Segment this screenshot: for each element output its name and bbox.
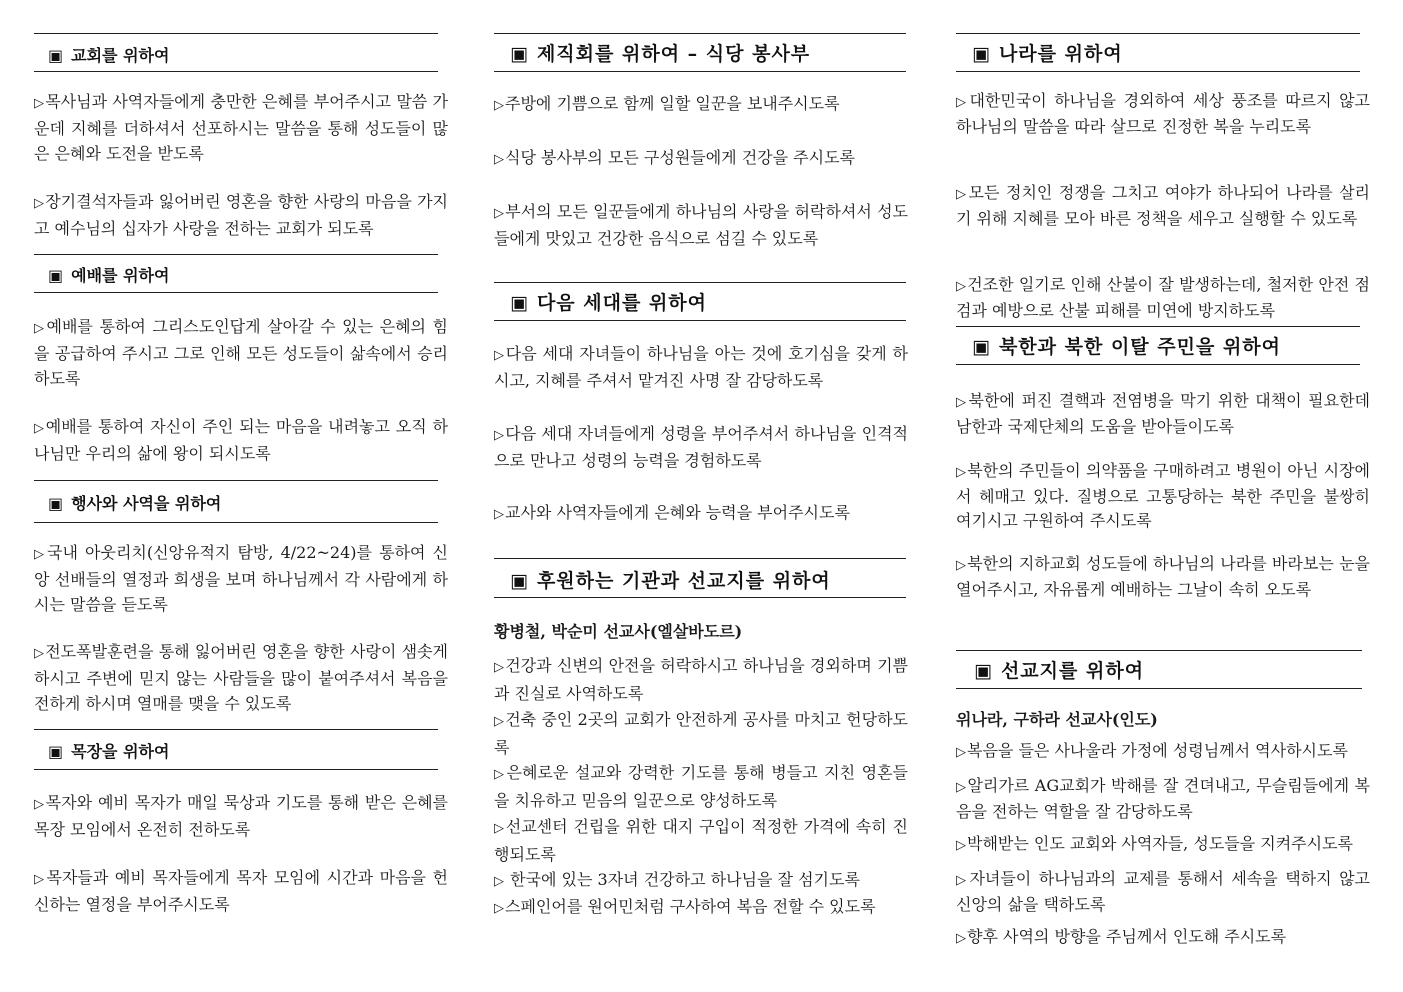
triangle-bullet-icon: ▷ — [494, 507, 504, 522]
prayer-item: ▷북한에 퍼진 결핵과 전염병을 막기 위한 대책이 필요한데 남한과 국제단체의 도움을 받아들이도록 — [956, 391, 1371, 436]
square-marker-icon: ▣ — [972, 336, 991, 358]
square-marker-icon: ▣ — [48, 494, 64, 513]
triangle-bullet-icon: ▷ — [956, 931, 966, 946]
divider — [34, 480, 438, 481]
missionary-name: 황병철, 박순미 선교사(엘살바도르) — [494, 622, 743, 641]
prayer-item: ▷주방에 기쁨으로 함께 일할 일꾼을 보내주시도록 — [494, 94, 840, 113]
section-title-mission: ▣ 선교지를 위하여 — [974, 660, 1145, 682]
triangle-bullet-icon: ▷ — [956, 745, 966, 760]
prayer-item: ▷부서의 모든 일꾼들에게 하나님의 사랑을 허락하셔서 성도들에게 맛있고 건강한 음식으로 섬길 수 있도록 — [494, 202, 908, 248]
triangle-bullet-icon: ▷ — [34, 547, 47, 562]
triangle-bullet-icon: ▷ — [956, 873, 969, 888]
triangle-bullet-icon: ▷ — [956, 95, 969, 110]
prayer-item: ▷건강과 신변의 안전을 허락하시고 하나님을 경외하며 기쁨과 진실로 사역하도록 — [494, 656, 908, 703]
triangle-bullet-icon: ▷ — [34, 196, 45, 211]
square-marker-icon: ▣ — [510, 43, 529, 65]
section-title-support: ▣ 후원하는 기관과 선교지를 위하여 — [510, 570, 831, 592]
divider — [956, 326, 1360, 327]
triangle-bullet-icon: ▷ — [34, 421, 45, 436]
section-title-events: ▣ 행사와 사역을 위하여 — [48, 494, 222, 513]
prayer-item: ▷선교센터 건립을 위한 대지 구입이 적정한 가격에 속히 진행되도록 — [494, 817, 908, 864]
prayer-item: ▷박해받는 인도 교회와 사역자들, 성도들을 지켜주시도록 — [956, 834, 1354, 853]
divider — [956, 71, 1360, 72]
prayer-item: ▷건축 중인 2곳의 교회가 안전하게 공사를 마치고 헌당하도록 — [494, 710, 908, 757]
square-marker-icon: ▣ — [48, 742, 64, 761]
prayer-item: ▷건조한 일기로 인해 산불이 잘 발생하는데, 철저한 안전 점검과 예방으로 산불 피해를 미연에 방지하도록 — [956, 275, 1371, 320]
triangle-bullet-icon: ▷ — [956, 279, 967, 294]
divider — [494, 558, 906, 559]
prayer-item: ▷전도폭발훈련을 통해 잃어버린 영혼을 향한 사랑이 샘솟게 하시고 주변에 믿지 않는 사람들을 많이 붙여주셔서 복음을 전하게 하시며 열매를 맺을 수 있도록 — [34, 642, 448, 713]
triangle-bullet-icon: ▷ — [34, 646, 45, 661]
triangle-bullet-icon: ▷ — [494, 767, 506, 782]
prayer-item: ▷예배를 통하여 그리스도인답게 살아갈 수 있는 은혜의 힘을 공급하여 주시고 그로 인해 모든 성도들이 삶속에서 승리하도록 — [34, 317, 449, 388]
triangle-bullet-icon: ▷ — [494, 660, 505, 675]
divider — [34, 292, 438, 293]
prayer-item: ▷복음을 들은 사나울라 가정에 성령님께서 역사하시도록 — [956, 741, 1348, 760]
triangle-bullet-icon: ▷ — [956, 465, 967, 480]
prayer-item: ▷스페인어를 원어민처럼 구사하여 복음 전할 수 있도록 — [494, 897, 876, 916]
divider — [34, 71, 438, 72]
triangle-bullet-icon: ▷ — [494, 98, 504, 113]
square-marker-icon: ▣ — [48, 46, 64, 65]
divider — [956, 364, 1360, 365]
divider — [494, 33, 906, 34]
divider — [956, 33, 1360, 34]
prayer-item: ▷향후 사역의 방향을 주님께서 인도해 주시도록 — [956, 927, 1287, 946]
triangle-bullet-icon: ▷ — [494, 821, 505, 836]
prayer-item: ▷알리가르 AG교회가 박해를 잘 견뎌내고, 무슬림들에게 복음을 전하는 역할을 잘 감당하도록 — [956, 776, 1370, 821]
divider — [494, 320, 906, 321]
square-marker-icon: ▣ — [972, 43, 991, 65]
triangle-bullet-icon: ▷ — [494, 714, 505, 729]
triangle-bullet-icon: ▷ — [494, 901, 504, 916]
prayer-item: ▷목자들과 예비 목자들에게 목자 모임에 시간과 마음을 헌신하는 열정을 부어주시도록 — [34, 868, 449, 914]
triangle-bullet-icon: ▷ — [494, 428, 505, 443]
prayer-item: ▷북한의 주민들이 의약품을 구매하려고 병원이 아닌 시장에서 헤매고 있다. 질병으로 고통당하는 북한 주민을 불쌍히 여기시고 구원하여 주시도록 — [956, 461, 1370, 530]
prayer-item: ▷ 한국에 있는 3자녀 건강하고 하나님을 잘 섬기도록 — [494, 870, 860, 889]
missionary-name: 위나라, 구하라 선교사(인도) — [956, 710, 1158, 729]
divider — [34, 33, 438, 34]
triangle-bullet-icon: ▷ — [494, 206, 505, 221]
section-title-nation: ▣ 나라를 위하여 — [972, 43, 1123, 65]
square-marker-icon: ▣ — [510, 292, 529, 314]
section-title-northkorea: ▣ 북한과 북한 이탈 주민을 위하여 — [972, 336, 1282, 358]
triangle-bullet-icon: ▷ — [956, 780, 967, 795]
triangle-bullet-icon: ▷ — [956, 187, 968, 202]
prayer-item: ▷국내 아웃리치(신앙유적지 탐방, 4/22~24)를 통하여 신앙 선배들의 열정과 희생을 보며 하나님께서 각 사람에게 하시는 말씀을 듣도록 — [34, 543, 448, 614]
divider — [494, 71, 906, 72]
triangle-bullet-icon: ▷ — [494, 152, 504, 167]
triangle-bullet-icon: ▷ — [956, 395, 968, 410]
triangle-bullet-icon: ▷ — [494, 874, 504, 889]
divider — [34, 522, 438, 523]
section-title-nextgen: ▣ 다음 세대를 위하여 — [510, 292, 708, 314]
prayer-item: ▷식당 봉사부의 모든 구성원들에게 건강을 주시도록 — [494, 148, 856, 167]
square-marker-icon: ▣ — [974, 660, 993, 682]
triangle-bullet-icon: ▷ — [34, 96, 45, 111]
prayer-item: ▷장기결석자들과 잃어버린 영혼을 향한 사랑의 마음을 가지고 예수님의 십자가 사랑을 전하는 교회가 되도록 — [34, 192, 448, 238]
divider — [34, 254, 438, 255]
triangle-bullet-icon: ▷ — [494, 348, 505, 363]
prayer-item: ▷은혜로운 설교와 강력한 기도를 통해 병들고 지친 영혼들을 치유하고 믿음의 일꾼으로 양성하도록 — [494, 763, 909, 810]
prayer-item: ▷목자와 예비 목자가 매일 묵상과 기도를 통해 받은 은혜를 목장 모임에서 온전히 전하도록 — [34, 793, 448, 839]
prayer-item: ▷교사와 사역자들에게 은혜와 능력을 부어주시도록 — [494, 503, 850, 522]
prayer-item: ▷다음 세대 자녀들이 하나님을 아는 것에 호기심을 갖게 하시고, 지혜를 주셔서 맡겨진 사명 잘 감당하도록 — [494, 344, 908, 390]
prayer-item: ▷모든 정치인 정쟁을 그치고 여야가 하나되어 나라를 살리기 위해 지혜를 모아 바른 정책을 세우고 실행할 수 있도록 — [956, 183, 1371, 228]
divider — [494, 597, 906, 598]
section-title-worship: ▣ 예배를 위하여 — [48, 266, 170, 285]
prayer-item: ▷북한의 지하교회 성도들에 하나님의 나라를 바라보는 눈을 열어주시고, 자유롭게 예배하는 그날이 속히 오도록 — [956, 554, 1370, 599]
divider — [34, 729, 438, 730]
divider — [956, 650, 1362, 651]
square-marker-icon: ▣ — [48, 266, 64, 285]
triangle-bullet-icon: ▷ — [34, 321, 46, 336]
divider — [956, 688, 1362, 689]
prayer-item: ▷목사님과 사역자들에게 충만한 은혜를 부어주시고 말씀 가운데 지혜를 더하셔서 선포하시는 말씀을 통해 성도들이 많은 은혜와 도전을 받도록 — [34, 92, 448, 163]
section-title-mokjang: ▣ 목장을 위하여 — [48, 742, 170, 761]
prayer-item: ▷자녀들이 하나님과의 교제를 통해서 세속을 택하지 않고 신앙의 삶을 택하도록 — [956, 869, 1370, 914]
prayer-item: ▷예배를 통하여 자신이 주인 되는 마음을 내려놓고 오직 하나님만 우리의 삶에 왕이 되시도록 — [34, 417, 448, 463]
triangle-bullet-icon: ▷ — [956, 558, 967, 573]
section-title-kitchen: ▣ 제직회를 위하여 – 식당 봉사부 — [510, 43, 811, 65]
square-marker-icon: ▣ — [510, 570, 529, 592]
divider — [34, 769, 438, 770]
triangle-bullet-icon: ▷ — [34, 797, 45, 812]
prayer-item: ▷다음 세대 자녀들에게 성령을 부어주셔서 하나님을 인격적으로 만나고 성령의 능력을 경험하도록 — [494, 424, 908, 470]
triangle-bullet-icon: ▷ — [956, 838, 966, 853]
triangle-bullet-icon: ▷ — [34, 872, 46, 887]
prayer-item: ▷대한민국이 하나님을 경외하여 세상 풍조를 따르지 않고 하나님의 말씀을 따라 살므로 진정한 복을 누리도록 — [956, 91, 1370, 136]
section-title-church: ▣ 교회를 위하여 — [48, 46, 170, 65]
divider — [494, 282, 906, 283]
